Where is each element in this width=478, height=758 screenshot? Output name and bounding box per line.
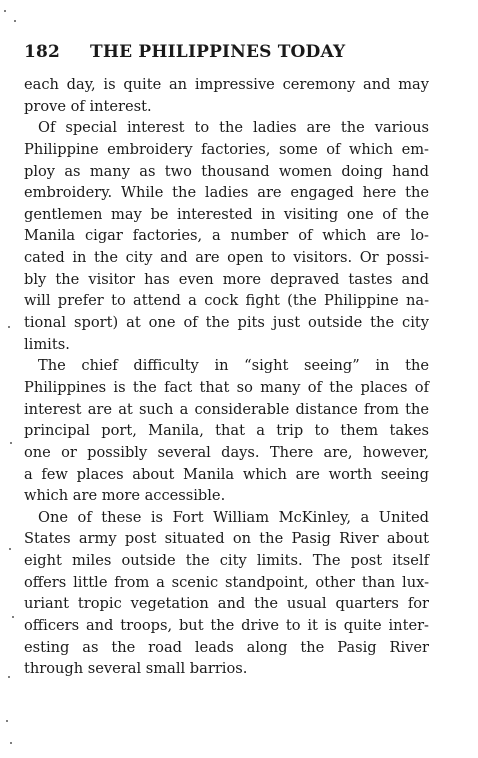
- scan-speck: [4, 10, 6, 12]
- text-line: Philippines is the fact that so many of the places of: [24, 378, 429, 396]
- scan-speck: [12, 616, 14, 618]
- page-number: 182: [24, 42, 61, 62]
- text-line: Philippine embroidery factories, some of which em-: [24, 140, 429, 158]
- text-line: prove of interest.: [24, 97, 152, 115]
- scan-speck: [8, 676, 10, 678]
- text-line: bly the visitor has even more depraved tastes and: [24, 270, 429, 288]
- text-line: will prefer to attend a cock fight (the Philippine na-: [24, 292, 429, 310]
- text-line: interest are at such a considerable distance from the: [24, 400, 429, 418]
- text-line: one or possibly several days. There are, however,: [24, 443, 429, 461]
- scan-speck: [8, 326, 10, 328]
- text-line: uriant tropic vegetation and the usual quarters for: [24, 595, 429, 613]
- text-line: cated in the city and are open to visitors. Or possi-: [24, 249, 429, 267]
- text-line: offers little from a scenic standpoint, other than lux-: [24, 573, 429, 591]
- text-line: The chief difficulty in “sight seeing” in the: [38, 357, 429, 375]
- text-line: limits.: [24, 335, 70, 353]
- running-head: THE PHILIPPINES TODAY: [90, 42, 346, 62]
- text-line: embroidery. While the ladies are engaged here the: [24, 184, 429, 202]
- text-line: gentlemen may be interested in visiting one of the: [24, 205, 429, 223]
- text-line: esting as the road leads along the Pasig River: [24, 638, 429, 656]
- scan-speck: [9, 548, 11, 550]
- text-line: Of special interest to the ladies are the various: [38, 119, 429, 137]
- text-line: through several small barrios.: [24, 660, 248, 678]
- text-line: tional sport) at one of the pits just outside the city: [24, 314, 429, 332]
- text-line: a few places about Manila which are worth seeing: [24, 465, 429, 483]
- text-line: eight miles outside the city limits. The post itself: [24, 552, 429, 570]
- text-line: each day, is quite an impressive ceremony and may: [24, 76, 429, 93]
- text-line: officers and troops, but the drive to it is quite inter-: [24, 617, 429, 635]
- text-line: principal port, Manila, that a trip to them takes: [24, 422, 429, 440]
- scan-speck: [10, 742, 12, 744]
- body-text: [24, 74, 429, 680]
- page-header: [24, 42, 424, 66]
- text-line: One of these is Fort William McKinley, a United: [38, 508, 429, 526]
- scan-speck: [6, 720, 8, 722]
- text-line: States army post situated on the Pasig River about: [24, 530, 429, 548]
- scan-speck: [10, 442, 12, 444]
- text-line: ploy as many as two thousand women doing hand: [24, 162, 429, 180]
- scan-speck: [14, 20, 16, 22]
- text-line: Manila cigar factories, a number of which are lo-: [24, 227, 429, 245]
- text-line: which are more accessible.: [24, 487, 226, 505]
